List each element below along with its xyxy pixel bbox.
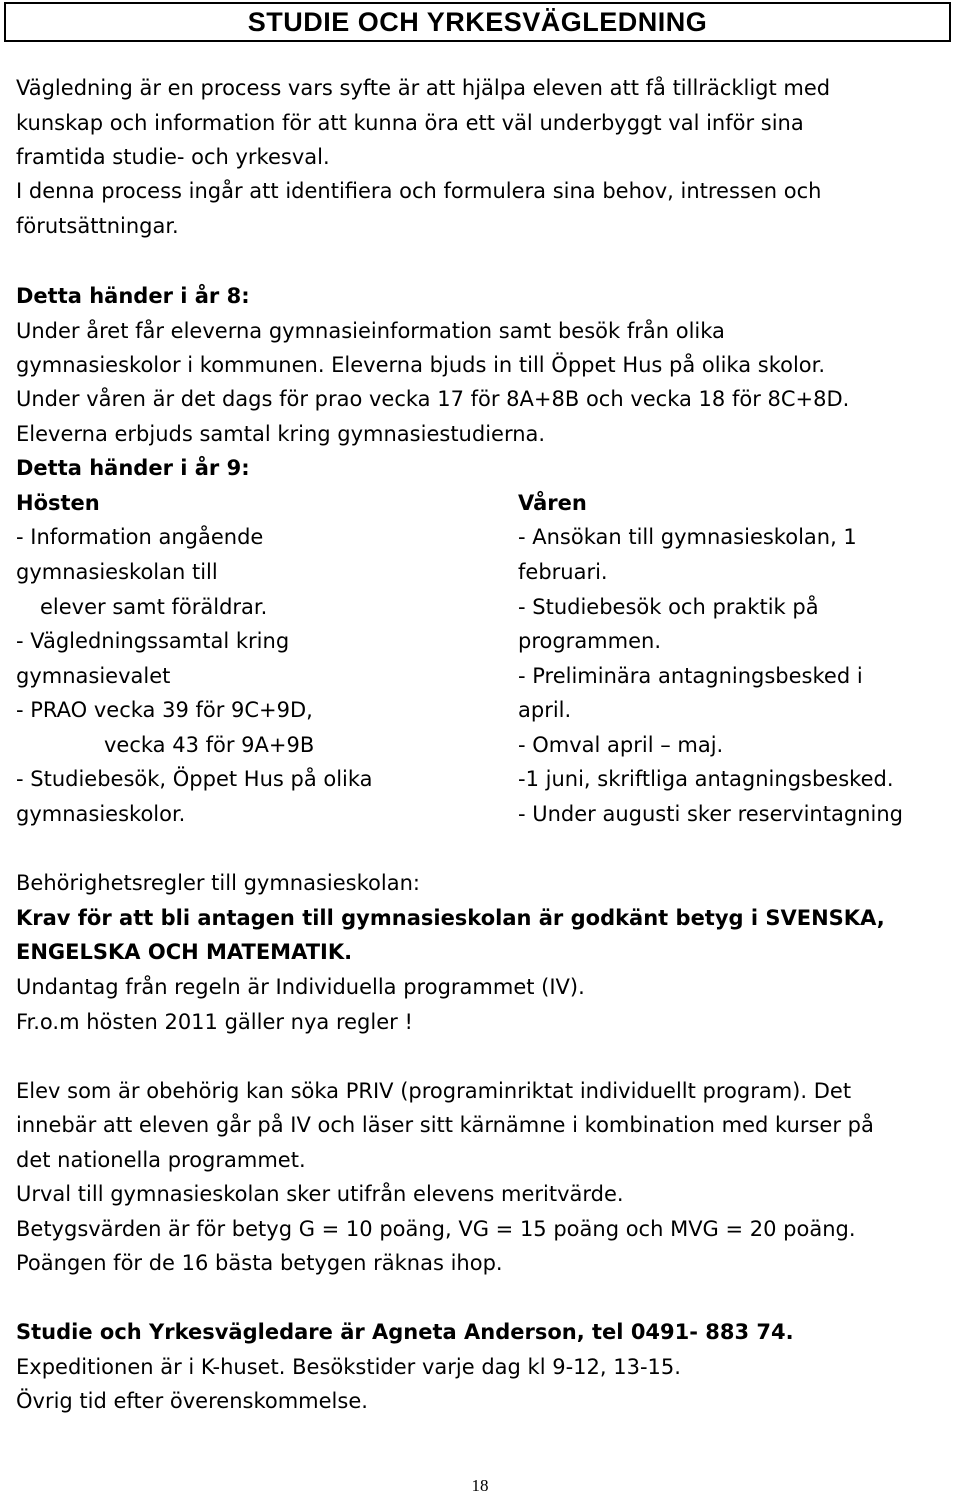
autumn-line: - Vägledningssamtal kring — [16, 629, 290, 653]
year8-line: Under året får eleverna gymnasieinformation samt besök från olika — [16, 319, 725, 343]
spring-line: -1 juni, skriftliga antagningsbesked. — [518, 767, 894, 791]
priv-line: det nationella programmet. — [16, 1148, 306, 1172]
intro-line: förutsättningar. — [16, 214, 179, 238]
page-title: STUDIE OCH YRKESVÄGLEDNING — [4, 2, 951, 42]
autumn-heading: Hösten — [16, 491, 100, 515]
priv-line: Betygsvärden är för betyg G = 10 poäng, VG = 15 poäng och MVG = 20 poäng. — [16, 1217, 856, 1241]
autumn-line: vecka 43 för 9A+9B — [104, 733, 315, 757]
contact-counselor: Studie och Yrkesvägledare är Agneta Anderson, tel 0491- 883 74. — [16, 1320, 794, 1344]
spring-heading: Våren — [518, 491, 587, 515]
autumn-line: - PRAO vecka 39 för 9C+9D, — [16, 698, 313, 722]
spring-line: - Preliminära antagningsbesked i — [518, 664, 863, 688]
spring-line: programmen. — [518, 629, 662, 653]
autumn-line: gymnasieskolor. — [16, 802, 186, 826]
eligibility-requirement: ENGELSKA OCH MATEMATIK. — [16, 940, 353, 964]
autumn-line: - Studiebesök, Öppet Hus på olika — [16, 767, 373, 791]
contact-line: Expeditionen är i K-huset. Besökstider varje dag kl 9-12, 13-15. — [16, 1355, 681, 1379]
autumn-line: - Information angående — [16, 525, 264, 549]
priv-line: Elev som är obehörig kan söka PRIV (programinriktat individuellt program). Det — [16, 1079, 852, 1103]
intro-line: I denna process ingår att identifiera och formulera sina behov, intressen och — [16, 179, 822, 203]
year8-heading: Detta händer i år 8: — [16, 284, 250, 308]
autumn-line: elever samt föräldrar. — [40, 595, 268, 619]
spring-line: - Omval april – maj. — [518, 733, 724, 757]
priv-line: innebär att eleven går på IV och läser sitt kärnämne i kombination med kurser på — [16, 1113, 874, 1137]
autumn-line: gymnasievalet — [16, 664, 171, 688]
spring-line: februari. — [518, 560, 608, 584]
year9-heading: Detta händer i år 9: — [16, 456, 250, 480]
priv-line: Urval till gymnasieskolan sker utifrån elevens meritvärde. — [16, 1182, 624, 1206]
contact-line: Övrig tid efter överenskommelse. — [16, 1389, 368, 1413]
spring-line: - Under augusti sker reservintagning — [518, 802, 903, 826]
year8-line: gymnasieskolor i kommunen. Eleverna bjuds in till Öppet Hus på olika skolor. — [16, 353, 826, 377]
intro-line: framtida studie- och yrkesval. — [16, 145, 330, 169]
autumn-line: gymnasieskolan till — [16, 560, 218, 584]
year8-line: Under våren är det dags för prao vecka 17 för 8A+8B och vecka 18 för 8C+8D. — [16, 387, 850, 411]
intro-line: Vägledning är en process vars syfte är att hjälpa eleven att få tillräckligt med — [16, 76, 831, 100]
page-number: 18 — [471, 1476, 489, 1495]
year8-line: Eleverna erbjuds samtal kring gymnasiestudierna. — [16, 422, 546, 446]
intro-line: kunskap och information för att kunna öra ett väl underbyggt val inför sina — [16, 111, 804, 135]
spring-line: april. — [518, 698, 572, 722]
eligibility-heading: Behörighetsregler till gymnasieskolan: — [16, 871, 420, 895]
spring-line: - Studiebesök och praktik på — [518, 595, 819, 619]
eligibility-requirement: Krav för att bli antagen till gymnasieskolan är godkänt betyg i SVENSKA, — [16, 906, 885, 930]
spring-line: - Ansökan till gymnasieskolan, 1 — [518, 525, 857, 549]
priv-line: Poängen för de 16 bästa betygen räknas ihop. — [16, 1251, 503, 1275]
eligibility-line: Fr.o.m hösten 2011 gäller nya regler ! — [16, 1010, 413, 1034]
eligibility-line: Undantag från regeln är Individuella programmet (IV). — [16, 975, 585, 999]
